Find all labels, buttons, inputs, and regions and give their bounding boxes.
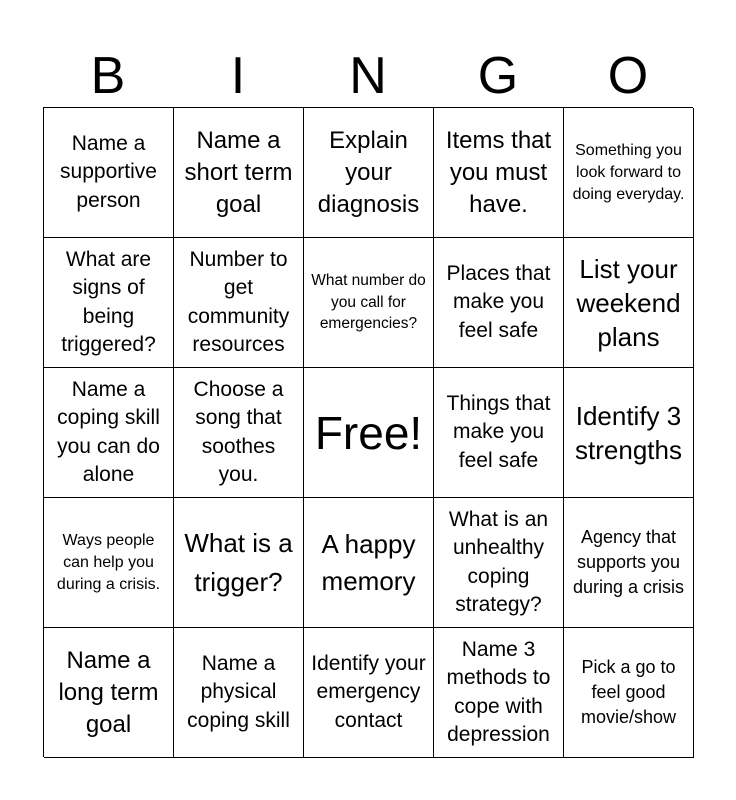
cell-text: Choose a song that soothes you. [193, 377, 284, 486]
header-letter-o: O [607, 47, 649, 105]
bingo-cell[interactable] [434, 108, 564, 238]
cell-text: Number to get community resources [187, 247, 290, 356]
bingo-cell[interactable] [44, 498, 174, 628]
bingo-cell[interactable] [174, 108, 304, 238]
header-letter-n: N [349, 47, 387, 105]
cell-text: Something you look forward to doing everyday. [572, 141, 685, 203]
cell-text: Identify your emergency contact [311, 651, 426, 732]
cell-text: Explain your diagnosis [317, 126, 420, 218]
bingo-cell[interactable] [434, 628, 564, 758]
bingo-cell[interactable] [44, 108, 174, 238]
bingo-cell[interactable] [564, 368, 694, 498]
cell-text: Agency that supports you during a crisis [572, 527, 685, 597]
bingo-cell[interactable] [174, 368, 304, 498]
bingo-cell[interactable] [434, 368, 564, 498]
bingo-cell[interactable] [44, 238, 174, 368]
header-letter-g: G [477, 47, 519, 105]
bingo-cell[interactable] [564, 628, 694, 758]
cell-text: Items that you must have. [445, 126, 552, 218]
cell-text: Name a long term goal [58, 646, 159, 738]
bingo-cell[interactable] [304, 108, 434, 238]
cell-text: Ways people can help you during a crisis. [56, 531, 161, 593]
cell-text: Identify 3 strengths [575, 400, 682, 465]
cell-text: Name a physical coping skill [187, 651, 290, 732]
header-letter-i: I [230, 47, 246, 105]
bingo-cell[interactable] [174, 498, 304, 628]
cell-text: What number do you call for emergencies? [311, 272, 426, 333]
bingo-cell[interactable] [304, 238, 434, 368]
cell-text: What are signs of being triggered? [61, 247, 156, 356]
cell-text: What is an unhealthy coping strategy? [448, 507, 549, 616]
bingo-cell[interactable] [304, 628, 434, 758]
bingo-header [43, 44, 693, 108]
bingo-cell[interactable] [434, 238, 564, 368]
bingo-cell[interactable] [564, 238, 694, 368]
bingo-cell[interactable] [174, 628, 304, 758]
bingo-cell[interactable] [434, 498, 564, 628]
cell-text: Pick a go to feel good movie/show [580, 657, 677, 727]
bingo-cell[interactable] [44, 628, 174, 758]
free-space-cell[interactable] [304, 368, 434, 498]
bingo-board [43, 107, 693, 757]
cell-text: Things that make you feel safe [446, 391, 551, 472]
bingo-cell[interactable] [304, 498, 434, 628]
cell-text: Places that make you feel safe [446, 261, 551, 342]
cell-text: Name a coping skill you can do alone [57, 377, 160, 486]
bingo-cell[interactable] [564, 498, 694, 628]
cell-text: List your weekend plans [576, 253, 681, 352]
bingo-cell[interactable] [174, 238, 304, 368]
cell-text: Name a short term goal [184, 126, 293, 218]
cell-text: Name 3 methods to cope with depression [446, 637, 551, 746]
cell-text: A happy memory [321, 528, 416, 596]
cell-text: What is a trigger? [184, 527, 293, 597]
free-space-text: Free! [314, 406, 423, 459]
header-letter-b: B [90, 47, 126, 105]
bingo-cell[interactable] [44, 368, 174, 498]
cell-text: Name a supportive person [60, 131, 157, 212]
bingo-cell[interactable] [564, 108, 694, 238]
